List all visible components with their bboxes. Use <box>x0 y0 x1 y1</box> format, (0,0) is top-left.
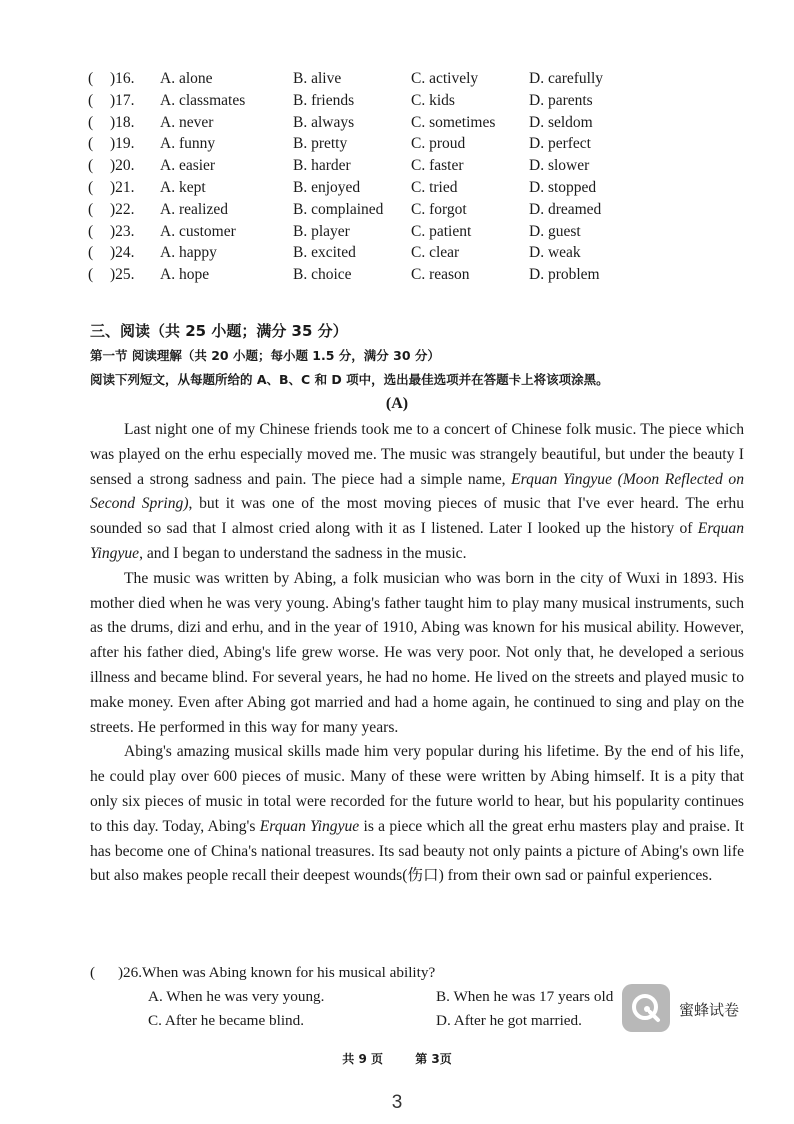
option-b: B. enjoyed <box>293 178 361 196</box>
passage-paragraph-2: The music was written by Abing, a folk musician who was born in the city of Wuxi in 1893. His mother died when he was very young. Abing's father taught him to play many musical instruments, such as the drums, dizi and erhu, and in the year of 1910, Abing was known for his musical ability. However, after his father died, Abing's life grew worse. He was very poor. Not only that, he developed a serious illness and became blind. For several years, he had no home. He lived on the streets and played music to make money. Even after Abing got married and had a home again, he continued to sing and play on the streets. He performed in this way for many years. <box>90 569 744 736</box>
answer-bracket: ( <box>88 91 94 109</box>
page-number: 3 <box>391 1092 403 1113</box>
answer-bracket: ( <box>88 113 94 131</box>
question-number: )21. <box>110 178 135 196</box>
option-c: C. kids <box>411 91 455 109</box>
option-c: C. reason <box>411 266 470 284</box>
option-c: C. patient <box>411 222 472 240</box>
choice-c: C. After he became blind. <box>148 1012 305 1029</box>
option-b: B. friends <box>293 91 355 109</box>
option-row <box>88 242 648 264</box>
question-number: )19. <box>110 135 135 153</box>
option-b: B. player <box>293 222 350 240</box>
page-current: 第 3页 <box>415 1052 452 1066</box>
choice-d: D. After he got married. <box>436 1012 582 1029</box>
passage-label: (A) <box>385 395 409 412</box>
option-c: C. proud <box>411 135 466 153</box>
options-list <box>88 68 648 286</box>
passage <box>90 418 744 889</box>
answer-bracket: ( <box>88 70 94 87</box>
option-d: D. perfect <box>529 135 591 153</box>
option-row <box>88 177 648 199</box>
option-d: D. weak <box>529 244 581 262</box>
question-number: )23. <box>110 222 135 240</box>
question-number: )18. <box>110 113 135 131</box>
option-a: A. customer <box>160 222 236 240</box>
option-a: A. kept <box>160 178 206 196</box>
option-b: B. choice <box>293 266 352 284</box>
option-a: A. classmates <box>160 91 246 109</box>
option-d: D. parents <box>529 91 593 109</box>
answer-bracket: ( <box>88 244 94 262</box>
option-row <box>88 112 648 134</box>
passage-paragraph-1: Last night one of my Chinese friends took me to a concert of Chinese folk music. The piece which was played on the erhu especially moved me. The music was strangely beautiful, but under the beauty I sensed a strong sadness and pain. The piece had a simple name, Erquan Yingyue (Moon Reflected on Second Spring), but it was one of the most moving pieces of music that I've ever heard. The erhu sounded so sad that I almost cried along with it as I listened. Later I looked up the history of Erquan Yingyue, and I began to understand the sadness in the music. <box>90 421 744 562</box>
option-b: B. pretty <box>293 135 348 153</box>
answer-bracket: ( <box>88 222 94 240</box>
page-info <box>0 1050 794 1067</box>
option-b: B. harder <box>293 157 351 175</box>
question-stem: )26.When was Abing known for his musical ability? <box>118 964 436 981</box>
option-row <box>88 68 648 90</box>
option-d: D. dreamed <box>529 200 602 218</box>
option-a: A. alone <box>160 70 213 87</box>
option-d: D. problem <box>529 266 600 284</box>
option-row <box>88 221 648 243</box>
answer-bracket: ( <box>88 200 94 218</box>
answer-bracket: ( <box>88 178 94 196</box>
question-number: )16. <box>110 70 135 87</box>
option-b: B. alive <box>293 70 342 87</box>
page-total: 共 9 页 <box>342 1052 383 1066</box>
answer-bracket: ( <box>88 266 94 284</box>
option-b: B. complained <box>293 200 384 218</box>
option-d: D. guest <box>529 222 581 240</box>
passage-paragraph-3: Abing's amazing musical skills made him very popular during his lifetime. By the end of his life, he could play over 600 pieces of music. Many of these were written by Abing himself. It is a pity that only six pieces of music in total were recorded for the future world to hear, but his popularity continues to this day. Today, Abing's Erquan Yingyue is a piece which all the great erhu masters play and praise. It has become one of China's national treasures. Its sad beauty not only paints a picture of Abing's own life but also makes people recall their deepest wounds(伤口) from their own sad or painful experiences. <box>90 743 745 885</box>
option-d: D. seldom <box>529 113 593 131</box>
option-c: C. forgot <box>411 200 467 218</box>
option-c: C. actively <box>411 70 479 87</box>
option-a: A. funny <box>160 135 216 153</box>
watermark-text: 蜜蜂试卷 <box>679 1001 740 1019</box>
option-d: D. carefully <box>529 70 604 87</box>
answer-bracket: ( <box>88 135 94 153</box>
option-row <box>88 155 648 177</box>
option-c: C. clear <box>411 244 460 262</box>
option-c: C. tried <box>411 178 458 196</box>
answer-bracket: ( <box>88 157 94 175</box>
option-d: D. slower <box>529 157 590 175</box>
bee-logo-icon <box>622 984 670 1032</box>
option-b: B. excited <box>293 244 356 262</box>
choice-a: A. When he was very young. <box>148 988 325 1005</box>
option-a: A. easier <box>160 157 216 175</box>
option-row <box>88 90 648 112</box>
option-d: D. stopped <box>529 178 597 196</box>
question-number: )22. <box>110 200 135 218</box>
option-c: C. sometimes <box>411 113 496 131</box>
option-c: C. faster <box>411 157 464 175</box>
option-a: A. never <box>160 113 214 131</box>
option-row <box>88 264 648 286</box>
option-a: A. realized <box>160 200 228 218</box>
question-number: )20. <box>110 157 135 175</box>
section-title: 三、阅读（共 25 小题；满分 35 分） <box>90 322 348 340</box>
instruction: 阅读下列短文，从每题所给的 A、B、C 和 D 项中，选出最佳选项并在答题卡上将该项涂黑。 <box>90 372 609 387</box>
answer-bracket: ( <box>90 964 96 981</box>
choice-b: B. When he was 17 years old <box>436 988 614 1005</box>
option-a: A. happy <box>160 244 217 262</box>
question-number: )24. <box>110 244 135 262</box>
sub-title: 第一节 阅读理解（共 20 小题；每小题 1.5 分，满分 30 分） <box>90 348 440 363</box>
question-number: )17. <box>110 91 135 109</box>
option-row <box>88 199 648 221</box>
question-number: )25. <box>110 266 135 284</box>
option-a: A. hope <box>160 266 210 284</box>
option-row <box>88 133 648 155</box>
option-b: B. always <box>293 113 355 131</box>
